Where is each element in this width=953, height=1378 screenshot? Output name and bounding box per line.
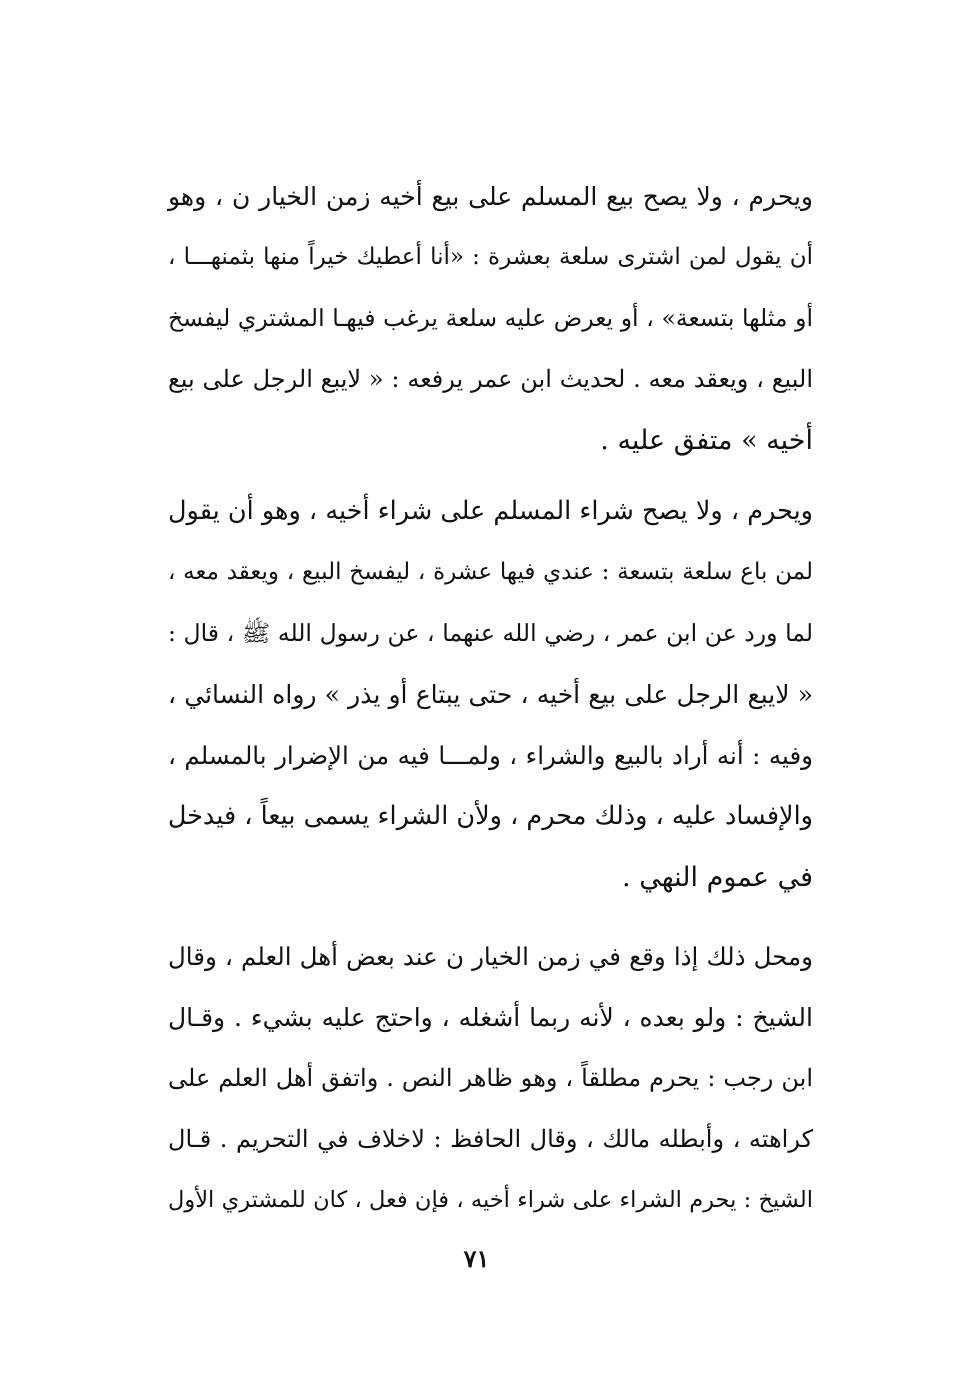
paragraph-line: ابن رجب : يحرم مطلقاً ، وهو ظاهر النص . واتفق أهل العلم على (168, 1064, 813, 1092)
paragraph-3 (168, 926, 813, 1231)
paragraph-line: ويحرم ، ولا يصح شراء المسلم على شراء أخيه ، وهو أن يقول (168, 496, 813, 526)
paragraph-line: أن يقول لمن اشترى سلعة بعشرة : «أنا أعطيك خيراً منها بثمنهـــا ، (168, 244, 813, 270)
paragraph-line: ومحل ذلك إذا وقع في زمن الخيار ن عند بعض أهل العلم ، وقال (168, 942, 813, 971)
paragraph-line: والإفساد عليه ، وذلك محرم ، ولأن الشراء يسمى بيعاً ، فيدخل (167, 801, 813, 831)
paragraph-line: أخيه » متفق عليه . (600, 425, 813, 456)
paragraph-line: ويحرم ، ولا يصح بيع المسلم على بيع أخيه زمن الخيار ن ، وهو (168, 182, 813, 211)
paragraph-line: لمن باع سلعة بتسعة : عندي فيها عشرة ، ليفسخ البيع ، ويعقد معه ، (168, 559, 813, 585)
paragraph-line: لما ورد عن ابن عمر ، رضي الله عنهما ، عن رسول الله ﷺ ، قال : (168, 619, 813, 647)
paragraph-line: أو مثلها بتسعة» ، أو يعرض عليه سلعة يرغب فيهـا المشتري ليفسخ (168, 304, 813, 332)
paragraph-line: في عموم النهي . (622, 862, 813, 893)
paragraph-line: كراهته ، وأبطله مالك ، وقال الحافظ : لاخلاف في التحريم . قـال (168, 1125, 813, 1153)
paragraph-line: وفيه : أنه أراد بالبيع والشراء ، ولمـــا فيه من الإضرار بالمسلم ، (168, 741, 813, 770)
paragraph-line: الشيخ : يحرم الشراء على شراء أخيه ، فإن فعل ، كان للمشتري الأول (168, 1187, 813, 1213)
paragraph-line: الشيخ : ولو بعده ، لأنه ربما أشغله ، واحتج عليه بشيء . وقـال (168, 1003, 813, 1032)
paragraph-line: البيع ، ويعقد معه . لحديث ابن عمر يرفعه : « لايبع الرجل على بيع (168, 365, 813, 393)
paragraph-2 (168, 481, 813, 908)
page-number: ٧١ (463, 1244, 490, 1273)
paragraph-line: « لايبع الرجل على بيع أخيه ، حتى يبتاع أو يذر » رواه النسائي ، (168, 680, 813, 709)
paragraph-1 (168, 166, 813, 471)
